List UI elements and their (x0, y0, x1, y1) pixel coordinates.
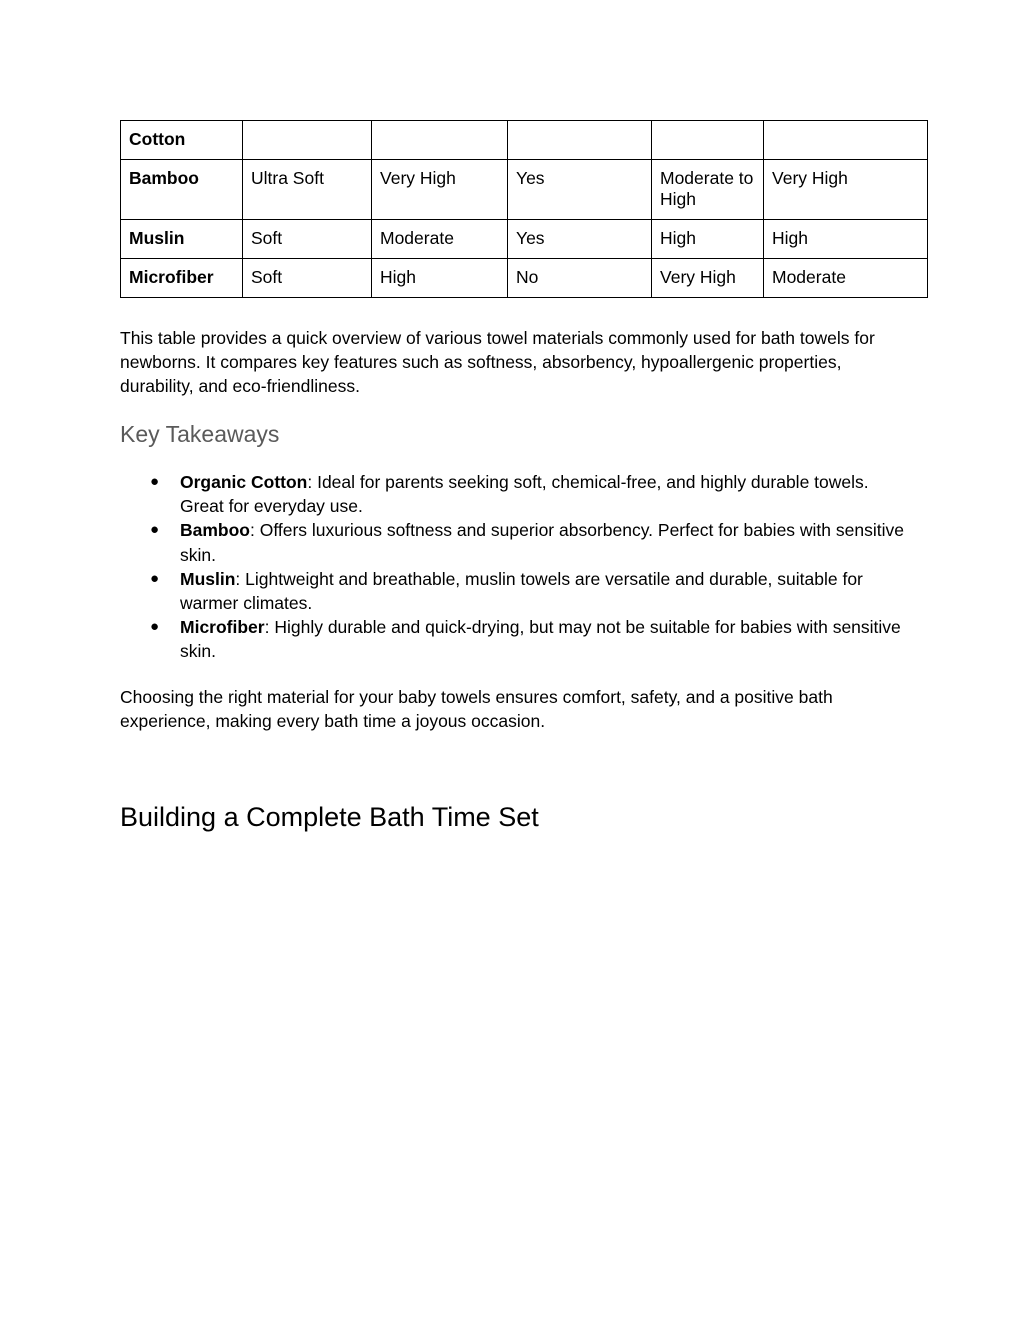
table-cell: Soft (243, 259, 372, 298)
closing-paragraph: Choosing the right material for your baby towels ensures comfort, safety, and a positive bath experience, making every bath time a joyous occasion. (120, 687, 833, 732)
list-item (120, 470, 910, 518)
takeaway-term: Muslin (180, 568, 236, 589)
key-takeaways-list (120, 470, 910, 664)
table-cell: Ultra Soft (243, 160, 372, 220)
table-cell: High (372, 259, 508, 298)
takeaway-term: Bamboo (180, 520, 250, 541)
table-row (121, 160, 928, 220)
material-cell: Bamboo (121, 160, 243, 220)
material-cell: Microfiber (121, 259, 243, 298)
bullet-icon: ● (150, 569, 160, 587)
takeaway-text: : Ideal for parents seeking soft, chemical-free, and highly durable towels. Great for everyday use. (180, 472, 869, 517)
material-cell: Muslin (121, 220, 243, 259)
table-cell (652, 121, 764, 160)
takeaway-term: Organic Cotton (180, 472, 308, 492)
list-item (120, 518, 910, 566)
takeaway-term: Microfiber (180, 617, 265, 638)
table-cell: High (764, 220, 928, 259)
table-cell: Soft (243, 220, 372, 259)
table-row (121, 121, 928, 160)
table-cell: Very High (764, 160, 928, 220)
table-row (121, 220, 928, 259)
takeaway-text: : Lightweight and breathable, muslin towels are versatile and durable, suitable for warmer climates. (180, 568, 863, 614)
table-cell (764, 121, 928, 160)
intro-paragraph: This table provides a quick overview of various towel materials commonly used for bath towels for newborns. It compares key features such as softness, absorbency, hypoallergenic properties, durability, and eco-friendliness. (120, 328, 875, 397)
table-row (121, 259, 928, 298)
table-cell: Moderate (764, 259, 928, 298)
bullet-icon: ● (150, 618, 160, 636)
bullet-icon: ● (150, 521, 160, 539)
table-cell (243, 121, 372, 160)
takeaway-text: : Offers luxurious softness and superior absorbency. Perfect for babies with sensitive skin. (180, 520, 904, 565)
table-cell: Yes (508, 220, 652, 259)
section-heading: Building a Complete Bath Time Set (120, 802, 539, 832)
table-cell: Yes (508, 160, 652, 220)
table-cell: Very High (652, 259, 764, 298)
key-takeaways-heading: Key Takeaways (120, 421, 280, 447)
table-cell: Moderate (372, 220, 508, 259)
table-cell: Moderate to High (652, 160, 764, 220)
table-cell (508, 121, 652, 160)
list-item (120, 567, 910, 615)
table-cell (372, 121, 508, 160)
material-cell: Cotton (121, 121, 243, 160)
table-cell: No (508, 259, 652, 298)
list-item (120, 615, 910, 663)
towel-materials-table (120, 120, 928, 298)
table-cell: Very High (372, 160, 508, 220)
bullet-icon: ● (150, 473, 160, 490)
table-cell: High (652, 220, 764, 259)
takeaway-text: : Highly durable and quick-drying, but may not be suitable for babies with sensitive skin. (180, 617, 901, 662)
